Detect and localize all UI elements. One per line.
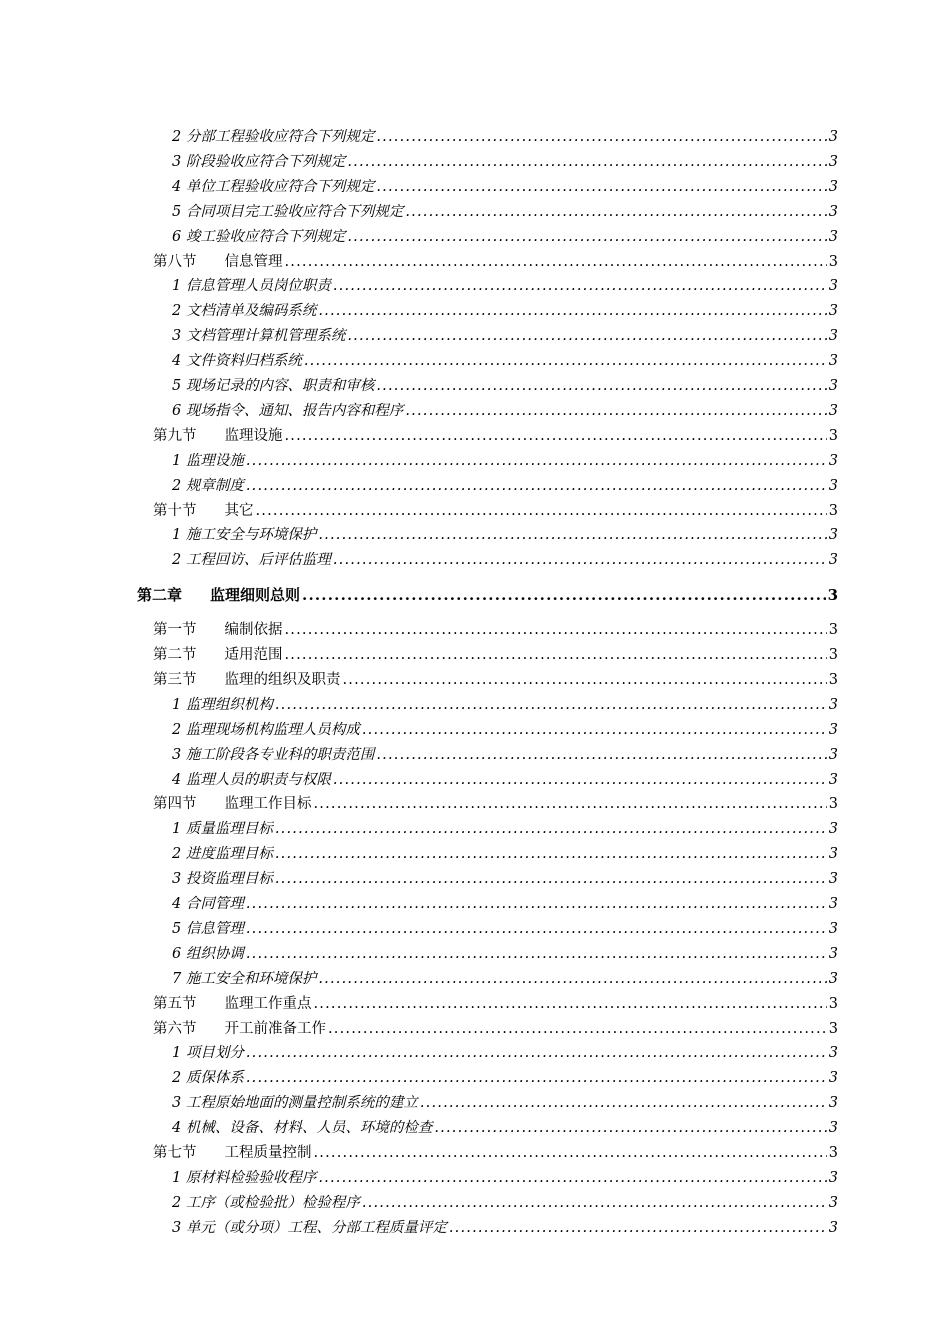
toc-section-entry (153, 621, 838, 639)
toc-subsection-entry (172, 820, 838, 838)
toc-leader-dots (302, 586, 826, 604)
toc-entry-label: 4 监理人员的职责与权限 (172, 771, 331, 788)
toc-section-entry (153, 671, 838, 689)
toc-page-number: 3 (828, 746, 838, 763)
toc-entry-label: 2 规章制度 (172, 477, 244, 494)
toc-entry-label: 2 监理现场机构监理人员构成 (172, 721, 360, 738)
toc-entry-title: 适用范围 (224, 647, 283, 663)
toc-leader-dots (328, 1020, 827, 1038)
toc-page-number: 3 (828, 1120, 838, 1137)
toc-subsection-entry (172, 178, 838, 196)
toc-leader-dots (376, 128, 826, 146)
toc-page-number: 3 (828, 527, 838, 544)
toc-page-number: 3 (828, 477, 838, 494)
toc-entry-label: 4 机械、设备、材料、人员、环境的检查 (172, 1120, 433, 1137)
toc-entry-number: 第八节 (153, 253, 197, 270)
toc-entry-number: 第七节 (153, 1145, 197, 1161)
toc-subsection-entry (172, 1094, 838, 1112)
toc-leader-dots (314, 995, 827, 1013)
toc-subsection-entry (172, 696, 838, 714)
toc-entry-label: 3 投资监理目标 (172, 871, 273, 888)
toc-subsection-entry (172, 277, 838, 295)
toc-leader-dots (285, 253, 827, 271)
toc-entry-label (153, 621, 283, 639)
toc-subsection-entry (172, 945, 838, 963)
toc-page-number: 3 (828, 1145, 838, 1161)
toc-page-number: 3 (828, 945, 838, 962)
toc-subsection-entry (172, 870, 838, 888)
toc-entry-label (153, 671, 341, 689)
toc-entry-number: 第十节 (153, 502, 197, 519)
toc-leader-dots (449, 1219, 827, 1237)
toc-entry-label: 1 质量监理目标 (172, 821, 273, 838)
toc-leader-dots (362, 721, 827, 739)
toc-page-number: 3 (828, 871, 838, 888)
toc-subsection-entry (172, 1219, 838, 1237)
toc-page-number: 3 (828, 378, 838, 394)
toc-page-number: 3 (828, 228, 838, 245)
toc-entry-label: 1 原材料检验验收程序 (172, 1169, 317, 1186)
toc-subsection-entry (172, 771, 838, 789)
toc-page-number: 3 (828, 328, 838, 345)
toc-entry-label: 3 工程原始地面的测量控制系统的建立 (172, 1095, 418, 1112)
toc-page-number: 3 (828, 203, 838, 220)
toc-entry-label (153, 427, 283, 445)
toc-leader-dots (246, 895, 827, 913)
toc-entry-number: 第三节 (153, 671, 197, 688)
toc-leader-dots (304, 352, 827, 370)
toc-entry-label (153, 995, 312, 1013)
toc-leader-dots (347, 153, 826, 171)
toc-section-entry (153, 646, 838, 664)
toc-subsection-entry (172, 153, 838, 171)
toc-subsection-entry (172, 920, 838, 938)
toc-page-number: 3 (828, 1194, 838, 1211)
toc-entry-title: 监理细则总则 (210, 586, 301, 605)
toc-entry-label: 2 分部工程验收应符合下列规定 (172, 129, 375, 145)
toc-entry-title: 编制依据 (224, 622, 283, 639)
toc-page-number: 3 (828, 846, 838, 863)
toc-entry-label: 3 单元（或分项）工程、分部工程质量评定 (172, 1219, 447, 1236)
toc-leader-dots (246, 452, 827, 470)
toc-section-entry (153, 995, 838, 1013)
toc-entry-label: 4 单位工程验收应符合下列规定 (172, 178, 375, 195)
toc-leader-dots (256, 502, 827, 520)
toc-page-number: 3 (828, 427, 838, 444)
toc-page-number: 3 (828, 995, 838, 1012)
toc-subsection-entry (172, 551, 838, 569)
toc-leader-dots (314, 1144, 827, 1162)
toc-entry-number: 第六节 (153, 1020, 197, 1037)
toc-page-number: 3 (828, 696, 838, 713)
toc-entry-title: 监理设施 (224, 427, 283, 444)
toc-subsection-entry (172, 970, 838, 988)
toc-subsection-entry (172, 1119, 838, 1137)
toc-leader-dots (285, 427, 827, 445)
toc-entry-label: 2 工程回访、后评估监理 (172, 552, 331, 569)
toc-page-number: 3 (828, 303, 838, 320)
toc-subsection-entry (172, 721, 838, 739)
toc-entry-label: 1 监理设施 (172, 452, 244, 469)
toc-entry-label: 6 组织协调 (172, 945, 244, 962)
toc-page-number: 3 (828, 721, 838, 738)
toc-leader-dots (347, 228, 826, 246)
toc-page-number: 3 (828, 502, 838, 519)
toc-page-number: 3 (828, 178, 838, 195)
toc-entry-label: 3 施工阶段各专业科的职责范围 (172, 746, 375, 763)
toc-entry-label (153, 795, 312, 813)
toc-entry-label: 3 阶段验收应符合下列规定 (172, 153, 346, 170)
toc-leader-dots (246, 920, 827, 938)
toc-leader-dots (376, 377, 826, 395)
toc-page-number: 3 (828, 452, 838, 469)
toc-leader-dots (318, 302, 826, 320)
toc-leader-dots (318, 526, 826, 544)
toc-entry-label: 3 文档管理计算机管理系统 (172, 328, 346, 345)
toc-leader-dots (318, 1169, 826, 1187)
toc-leader-dots (275, 870, 827, 888)
toc-leader-dots (246, 1044, 827, 1062)
toc-page-number: 3 (828, 1095, 838, 1112)
toc-subsection-entry (172, 1194, 838, 1212)
toc-leader-dots (405, 203, 826, 221)
toc-page-number: 3 (828, 1169, 838, 1186)
toc-page-number: 3 (828, 253, 838, 270)
toc-entry-label: 1 施工安全与环境保护 (172, 527, 317, 544)
toc-entry-label (137, 586, 300, 604)
toc-entry-label: 4 合同管理 (172, 896, 244, 912)
toc-entry-number: 第一节 (153, 622, 197, 639)
toc-page-number: 3 (828, 796, 838, 813)
toc-leader-dots (275, 696, 827, 714)
toc-subsection-entry (172, 327, 838, 345)
toc-entry-label: 1 信息管理人员岗位职责 (172, 278, 331, 295)
toc-entry-label (153, 253, 283, 271)
toc-entry-title: 开工前准备工作 (224, 1020, 326, 1037)
toc-leader-dots (434, 1119, 826, 1137)
toc-entry-label: 5 信息管理 (172, 920, 244, 937)
toc-subsection-entry (172, 228, 838, 246)
toc-entry-title: 监理工作重点 (224, 995, 312, 1012)
toc-subsection-entry (172, 477, 838, 495)
toc-entry-label: 6 现场指令、通知、报告内容和程序 (172, 402, 404, 419)
toc-subsection-entry (172, 845, 838, 863)
toc-entry-label: 5 合同项目完工验收应符合下列规定 (172, 203, 404, 220)
toc-entry-label: 7 施工安全和环境保护 (172, 970, 317, 987)
toc-entry-number: 第二章 (137, 586, 183, 605)
toc-leader-dots (275, 820, 827, 838)
toc-entry-label: 6 竣工验收应符合下列规定 (172, 228, 346, 245)
toc-subsection-entry (172, 895, 838, 913)
toc-entry-label (153, 1144, 312, 1162)
toc-leader-dots (333, 277, 827, 295)
toc-entry-label: 1 监理组织机构 (172, 696, 273, 713)
toc-subsection-entry (172, 402, 838, 420)
toc-subsection-entry (172, 377, 838, 395)
toc-subsection-entry (172, 203, 838, 221)
toc-page-number: 3 (828, 402, 838, 419)
toc-section-entry (153, 1144, 838, 1162)
toc-subsection-entry (172, 352, 838, 370)
toc-entry-label (153, 646, 283, 664)
toc-page-number: 3 (828, 353, 838, 370)
toc-leader-dots (347, 327, 826, 345)
toc-entry-label (153, 1020, 326, 1038)
toc-page-number: 3 (828, 552, 838, 569)
toc-page-number: 3 (828, 1219, 838, 1236)
toc-leader-dots (285, 646, 827, 664)
toc-page-number: 3 (828, 771, 838, 788)
toc-leader-dots (420, 1094, 827, 1112)
toc-subsection-entry (172, 1044, 838, 1062)
toc-leader-dots (343, 671, 827, 689)
toc-leader-dots (376, 746, 826, 764)
toc-entry-title: 监理的组织及职责 (224, 671, 341, 688)
toc-entry-label: 2 质保体系 (172, 1070, 244, 1087)
toc-page-number: 3 (828, 970, 838, 987)
toc-entry-title: 信息管理 (224, 253, 283, 270)
toc-leader-dots (275, 845, 827, 863)
toc-subsection-entry (172, 1169, 838, 1187)
toc-entry-label: 2 工序（或检验批）检验程序 (172, 1194, 360, 1211)
toc-page-number: 3 (828, 920, 838, 937)
toc-page-number: 3 (828, 821, 838, 838)
toc-page-number: 3 (827, 586, 838, 605)
toc-page-number: 3 (828, 153, 838, 170)
toc-entry-label: 2 进度监理目标 (172, 846, 273, 863)
toc-entry-number: 第九节 (153, 427, 197, 444)
toc-section-entry (153, 1020, 838, 1038)
toc-leader-dots (405, 402, 826, 420)
toc-page-number: 3 (828, 671, 838, 688)
toc-entry-number: 第四节 (153, 796, 197, 813)
toc-page-number: 3 (828, 647, 838, 663)
toc-page-number: 3 (828, 622, 838, 639)
toc-entry-number: 第二节 (153, 647, 197, 663)
toc-page-number: 3 (828, 1045, 838, 1062)
toc-page-number: 3 (828, 278, 838, 295)
toc-entry-label: 4 文件资料归档系统 (172, 353, 302, 370)
toc-entry-title: 工程质量控制 (224, 1145, 312, 1161)
toc-entry-title: 其它 (224, 502, 254, 519)
toc-entry-label: 2 文档清单及编码系统 (172, 303, 317, 320)
toc-page-number: 3 (828, 896, 838, 912)
toc-subsection-entry (172, 128, 838, 146)
toc-leader-dots (333, 551, 827, 569)
toc-leader-dots (246, 1069, 827, 1087)
toc-section-entry (153, 795, 838, 813)
toc-entry-number: 第五节 (153, 995, 197, 1012)
toc-subsection-entry (172, 526, 838, 544)
toc-entry-label: 1 项目划分 (172, 1045, 244, 1062)
toc-section-entry (153, 502, 838, 520)
toc-leader-dots (318, 970, 826, 988)
toc-chapter-entry (137, 586, 838, 604)
toc-entry-title: 监理工作目标 (224, 796, 312, 813)
toc-page-number: 3 (828, 1020, 838, 1037)
toc-subsection-entry (172, 452, 838, 470)
toc-leader-dots (246, 945, 827, 963)
toc-leader-dots (314, 795, 827, 813)
toc-leader-dots (333, 771, 827, 789)
toc-page-number: 3 (828, 129, 838, 145)
toc-entry-label: 5 现场记录的内容、职责和审核 (172, 378, 375, 394)
toc-leader-dots (376, 178, 826, 196)
toc-subsection-entry (172, 746, 838, 764)
toc-section-entry (153, 427, 838, 445)
toc-leader-dots (362, 1194, 827, 1212)
toc-page-number: 3 (828, 1070, 838, 1087)
toc-leader-dots (285, 621, 827, 639)
toc-entry-label (153, 502, 254, 520)
toc-leader-dots (246, 477, 827, 495)
toc-section-entry (153, 253, 838, 271)
toc-subsection-entry (172, 1069, 838, 1087)
toc-subsection-entry (172, 302, 838, 320)
